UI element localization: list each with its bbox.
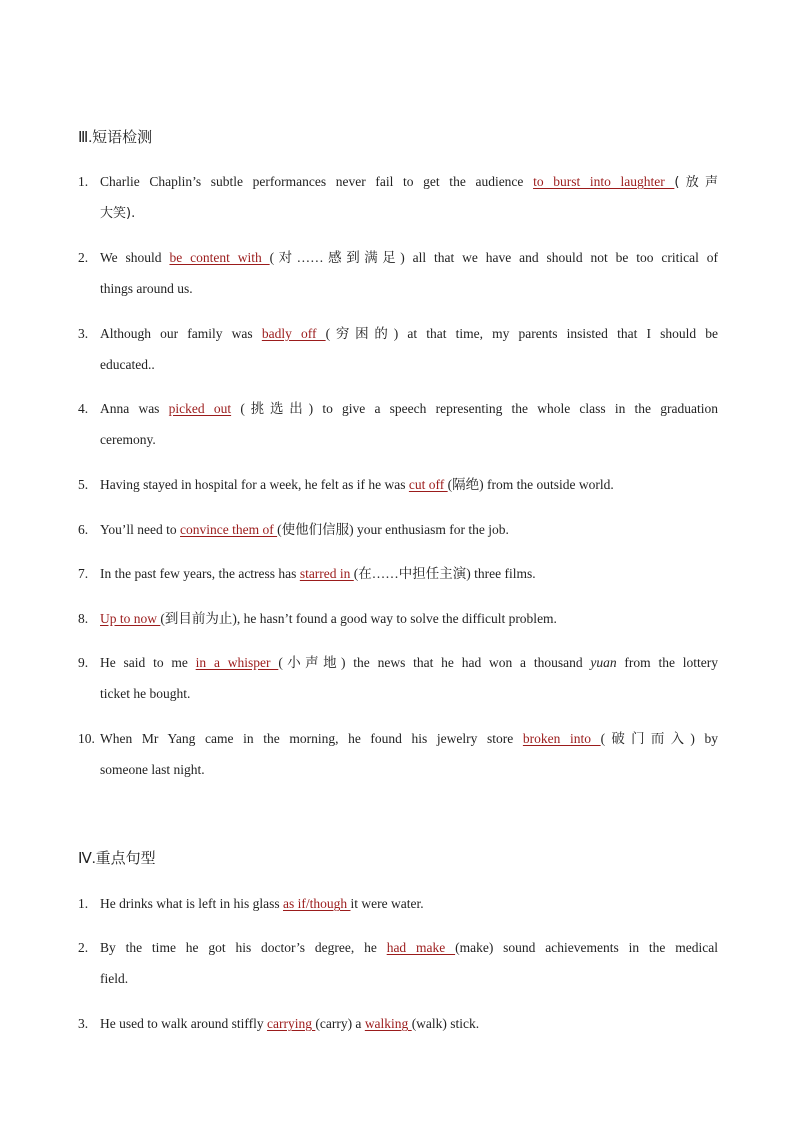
item-number: 3. xyxy=(78,326,89,341)
item-line: In the past few years, the actress has starred in (在……中担任主演) three films. xyxy=(100,566,536,581)
item-number: 1. xyxy=(78,896,89,911)
item-line: ceremony. xyxy=(100,432,156,447)
item-number: 2. xyxy=(78,940,89,955)
answer-text: badly off xyxy=(261,326,326,341)
item-number: 2. xyxy=(78,250,89,265)
answer-text: cut off xyxy=(408,477,448,492)
section-heading-phrases: Ⅲ.短语检测 xyxy=(78,130,153,146)
item-number: 7. xyxy=(78,566,89,581)
item-line: someone last night. xyxy=(100,762,205,777)
item-line: You’ll need to convince them of (使他们信服) your enthusiasm for the job. xyxy=(100,522,509,537)
item-line: ticket he bought. xyxy=(100,686,191,701)
item-line: field. xyxy=(100,971,129,986)
item-number: 5. xyxy=(78,477,89,492)
item-number: 6. xyxy=(78,522,89,537)
item-line: Charlie Chaplin’s subtle performances never fail to get the audience to burst into laughter (放声 xyxy=(100,174,718,190)
answer-text: broken into xyxy=(522,731,601,746)
answer-text: as if/though xyxy=(282,896,351,911)
answer-text: to burst into laughter xyxy=(533,174,675,189)
item-line: He used to walk around stiffly carrying (carry) a walking (walk) stick. xyxy=(100,1016,480,1031)
answer-text: Up to now xyxy=(100,611,161,626)
item-line: When Mr Yang came in the morning, he found his jewelry store broken into (破门而入) by xyxy=(100,731,718,746)
answer-text: carrying xyxy=(266,1016,316,1031)
answer-text: convince them of xyxy=(180,522,278,537)
item-number: 1. xyxy=(78,174,89,189)
answer-text: starred in xyxy=(299,566,354,581)
item-line: By the time he got his doctor’s degree, he had make (make) sound achievements in the medical xyxy=(100,940,718,955)
answer-text: had make xyxy=(386,940,456,955)
item-line: Although our family was badly off (穷困的) at that time, my parents insisted that I should be xyxy=(100,326,718,341)
item-line: Having stayed in hospital for a week, he felt as if he was cut off (隔绝) from the outside world. xyxy=(100,477,614,492)
section-heading-sentences: Ⅳ.重点句型 xyxy=(78,851,156,867)
answer-text: be content with xyxy=(169,250,270,265)
item-number: 4. xyxy=(78,401,89,416)
item-line: 大笑). xyxy=(100,206,136,221)
item-line: He said to me in a whisper (小声地) the news that he had won a thousand yuan from the lottery xyxy=(100,655,718,670)
item-line: We should be content with (对……感到满足) all that we have and should not be too critical of xyxy=(100,250,718,265)
answer-text: in a whisper xyxy=(195,655,279,670)
answer-text: walking xyxy=(364,1016,412,1031)
item-number: 9. xyxy=(78,655,89,670)
item-number: 10. xyxy=(78,731,95,746)
item-number: 8. xyxy=(78,611,89,626)
item-line: educated.. xyxy=(100,357,155,372)
item-line: He drinks what is left in his glass as if/though it were water. xyxy=(100,896,424,911)
item-line: Anna was picked out (挑选出) to give a speech representing the whole class in the graduation xyxy=(100,401,718,416)
item-line: things around us. xyxy=(100,281,193,296)
answer-text: picked out xyxy=(168,401,232,416)
item-line: Up to now (到目前为止), he hasn’t found a good way to solve the difficult problem. xyxy=(100,611,557,626)
item-number: 3. xyxy=(78,1016,89,1031)
